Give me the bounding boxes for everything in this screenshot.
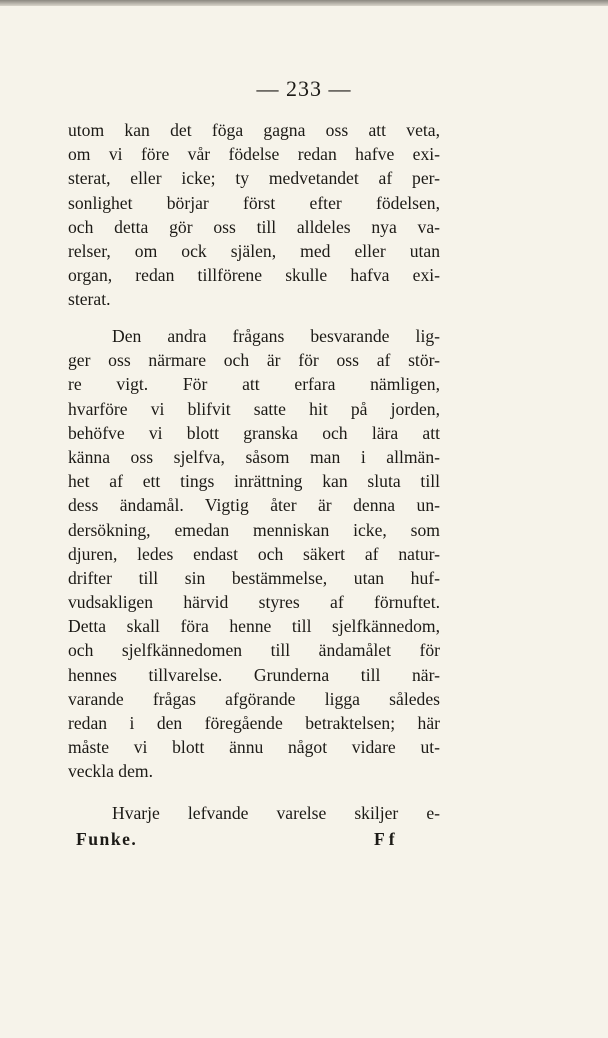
page-number: — 233 — [256, 76, 352, 101]
text-line: relser, om ock själen, med eller utan [68, 240, 440, 261]
text-line: och sjelfkännedomen till ändamålet för [68, 640, 440, 661]
text-line: Hvarje lefvande varelse skiljer e- [112, 803, 440, 823]
catchword: Funke. [76, 829, 138, 849]
text-line: het af ett tings inrättning kan sluta till [68, 471, 440, 492]
text-line: ger oss närmare och är för oss af stör- [68, 350, 440, 371]
text-line: djuren, ledes endast och säkert af natur- [68, 543, 440, 564]
text-line: drifter till sin bestämmelse, utan huf- [68, 567, 440, 588]
text-line: re vigt. För att erfara nämligen, [68, 374, 440, 395]
paragraph-2 [68, 324, 440, 784]
text-line: vudsakligen härvid styres af förnuftet. [68, 592, 440, 613]
paragraph-3 [68, 801, 440, 825]
text-line: organ, redan tillförene skulle hafva exi- [68, 265, 440, 286]
text-line: känna oss sjelfva, såsom man i allmän- [68, 446, 440, 467]
text-line: dess ändamål. Vigtig åter är denna un- [68, 495, 440, 516]
text-line: om vi före vår födelse redan hafve exi- [68, 144, 440, 165]
text-line: behöfve vi blott granska och lära att [68, 422, 440, 443]
paragraph-1 [68, 118, 440, 312]
text-line: måste vi blott ännu något vidare ut- [68, 737, 440, 758]
text-line: hvarföre vi blifvit satte hit på jorden, [68, 398, 440, 419]
text-line: hennes tillvarelse. Grunderna till när- [68, 664, 440, 685]
text-line: dersökning, emedan menniskan icke, som [68, 519, 440, 540]
text-line: Den andra frågans besvarande lig- [112, 326, 440, 346]
signature-mark: Ff [374, 829, 399, 849]
text-line: och detta gör oss till alldeles nya va- [68, 216, 440, 237]
text-line: veckla dem. [68, 761, 153, 782]
text-line: Detta skall föra henne till sjelfkännedom, [68, 616, 440, 637]
text-line: redan i den föregående betraktelsen; här [68, 713, 440, 733]
top-border-rule [0, 0, 608, 6]
text-line: sterat. [68, 289, 111, 310]
text-line: utom kan det föga gagna oss att veta, [68, 120, 440, 140]
text-line: sonlighet börjar först efter födelsen, [68, 192, 440, 213]
text-line: varande frågas afgörande ligga således [68, 688, 440, 709]
text-line: sterat, eller icke; ty medvetandet af per- [68, 168, 440, 189]
